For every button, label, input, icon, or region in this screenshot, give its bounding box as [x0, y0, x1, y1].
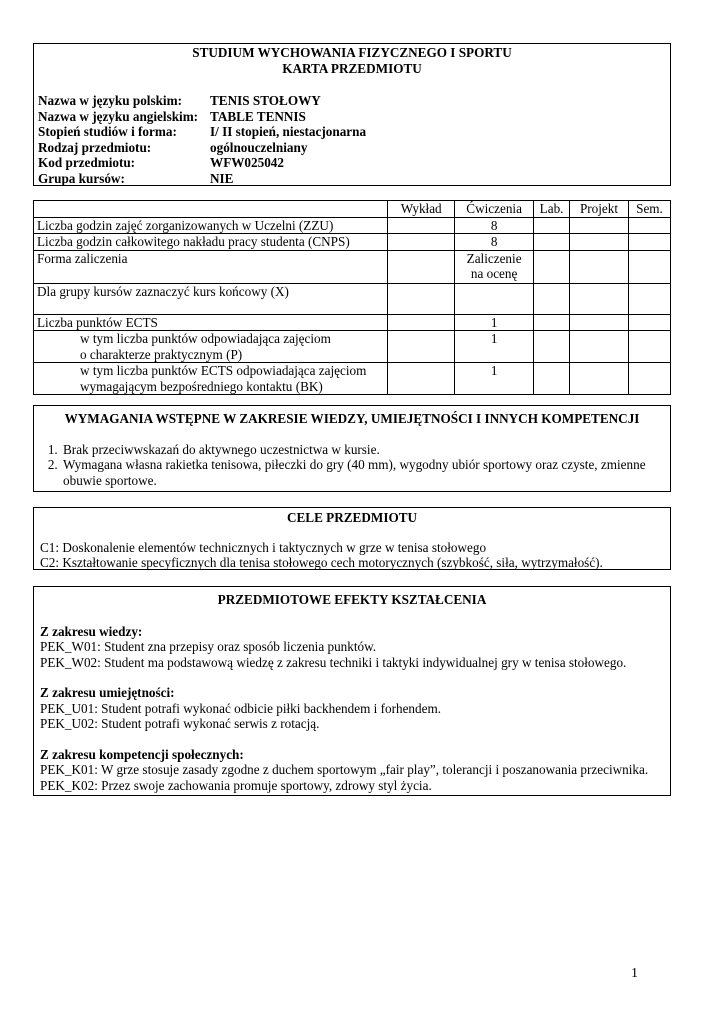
table-cell — [534, 363, 570, 395]
list-item: C1: Doskonalenie elementów technicznych i taktycznych w grze w tenisa stołowego — [40, 539, 487, 555]
table-cell — [455, 283, 534, 314]
cell-line: Zaliczenie — [466, 250, 522, 266]
table-cell — [534, 217, 570, 234]
row-label: Dla grupy kursów zaznaczyć kurs końcowy (X) — [34, 283, 388, 314]
field-row — [38, 171, 366, 187]
goals-title: CELE PRZEDMIOTU — [286, 510, 418, 525]
outcomes-title: PRZEDMIOTOWE EFEKTY KSZTAŁCENIA — [217, 592, 487, 607]
table-cell: 1 — [455, 314, 534, 331]
course-header-box — [33, 43, 671, 186]
table-cell — [628, 331, 670, 363]
list-item: 2. Wymagana własna rakietka tenisowa, piłeczki do gry (40 mm), wygodny ubiór sportowy oraz czyste, zmienne obuwie sportowe. — [61, 457, 670, 488]
list-item: 1. Brak przeciwwskazań do aktywnego uczestnictwa w kursie. — [61, 442, 670, 458]
row-label: Liczba godzin zajęć zorganizowanych w Uczelni (ZZU) — [34, 217, 388, 234]
goals-list — [34, 540, 670, 571]
table-cell — [534, 283, 570, 314]
table-cell — [570, 217, 629, 234]
outcomes-box — [33, 586, 671, 796]
outcomes-body — [34, 624, 670, 794]
field-value: I/ II stopień, niestacjonarna — [210, 124, 367, 139]
knowledge-heading: Z zakresu wiedzy: — [40, 623, 143, 639]
label-line: wymagającym bezpośredniego kontaktu (BK) — [80, 378, 323, 394]
table-cell — [628, 314, 670, 331]
table-cell — [534, 234, 570, 251]
list-item: PEK_U01: Student potrafi wykonać odbicie piłki backhendem i forhendem. — [40, 700, 442, 716]
field-value: TABLE TENNIS — [210, 108, 306, 124]
field-key: Kod przedmiotu: — [38, 155, 136, 170]
table-header-row — [34, 201, 671, 218]
table-cell — [628, 250, 670, 283]
social-heading: Z zakresu kompetencji społecznych: — [40, 746, 244, 762]
page-number: 1 — [631, 966, 638, 981]
field-value: NIE — [210, 170, 234, 186]
table-row — [34, 234, 671, 251]
table-cell — [628, 363, 670, 395]
skills-heading: Z zakresu umiejętności: — [40, 685, 175, 700]
goals-box — [33, 507, 671, 570]
table-row — [34, 217, 671, 234]
requirements-title: WYMAGANIA WSTĘPNE W ZAKRESIE WIEDZY, UMIEJĘTNOŚCI I INNYCH KOMPETENCJI — [64, 411, 640, 426]
field-value: WFW025042 — [210, 155, 284, 170]
row-label: Liczba godzin całkowitego nakładu pracy studenta (CNPS) — [34, 234, 388, 251]
row-label: Liczba punktów ECTS — [34, 314, 388, 331]
table-cell: 1 — [455, 363, 534, 395]
field-key: Grupa kursów: — [38, 170, 125, 186]
table-cell — [388, 234, 455, 251]
list-item: PEK_K01: W grze stosuje zasady zgodne z duchem sportowym „fair play”, tolerancji i poszanowania przeciwnika. — [40, 762, 649, 777]
table-cell: 1 — [455, 331, 534, 363]
table-cell — [534, 250, 570, 283]
column-header-cwiczenia: Ćwiczenia — [455, 201, 534, 218]
table-cell — [388, 363, 455, 395]
table-cell — [570, 250, 629, 283]
table-cell — [570, 283, 629, 314]
field-value: TENIS STOŁOWY — [210, 93, 321, 108]
field-row — [38, 124, 366, 140]
field-row — [38, 140, 366, 156]
list-item: C2: Kształtowanie specyficznych dla tenisa stołowego cech motorycznych (szybkość, siła, wytrzymałość). — [40, 555, 603, 570]
card-title: KARTA PRZEDMIOTU — [282, 60, 422, 76]
table-cell — [388, 283, 455, 314]
field-row — [38, 93, 366, 109]
field-key: Stopień studiów i forma: — [38, 124, 177, 139]
field-row — [38, 155, 366, 171]
requirements-list — [34, 442, 670, 489]
label-line: o charakterze praktycznym (P) — [80, 346, 243, 362]
field-key: Nazwa w języku angielskim: — [38, 108, 199, 124]
label-line: w tym liczba punktów ECTS odpowiadająca zajęciom — [80, 363, 367, 378]
table-row — [34, 331, 671, 363]
table-cell: 8 — [455, 234, 534, 251]
list-item: PEK_K02: Przez swoje zachowania promuje sportowy, zdrowy styl życia. — [40, 777, 432, 793]
field-key: Nazwa w języku polskim: — [38, 93, 182, 108]
list-item: PEK_U02: Student potrafi wykonać serwis z rotacją. — [40, 716, 320, 731]
row-label — [34, 331, 388, 363]
table-cell — [455, 250, 534, 283]
table-cell — [388, 331, 455, 363]
table-cell — [570, 234, 629, 251]
column-header-lab: Lab. — [534, 201, 570, 218]
field-key: Rodzaj przedmiotu: — [38, 139, 152, 155]
institution-title: STUDIUM WYCHOWANIA FIZYCZNEGO I SPORTU — [192, 45, 512, 60]
column-header-projekt: Projekt — [570, 201, 629, 218]
requirements-box — [33, 405, 671, 492]
table-row — [34, 314, 671, 331]
table-cell — [534, 314, 570, 331]
table-cell — [34, 201, 388, 218]
table-cell — [628, 283, 670, 314]
course-fields — [38, 93, 366, 186]
table-cell — [388, 314, 455, 331]
table-cell — [534, 331, 570, 363]
cell-line: na ocenę — [470, 266, 518, 281]
table-row — [34, 363, 671, 395]
list-item: PEK_W01: Student zna przepisy oraz sposób liczenia punktów. — [40, 639, 377, 654]
row-label: Forma zaliczenia — [34, 250, 388, 283]
label-line: w tym liczba punktów odpowiadająca zajęciom — [80, 331, 331, 346]
table-cell: 8 — [455, 217, 534, 234]
row-label — [34, 363, 388, 395]
table-row — [34, 250, 671, 283]
list-item: PEK_W02: Student ma podstawową wiedzę z zakresu techniki i taktyki indywidualnej gry w tenisa stołowego. — [40, 654, 627, 670]
hours-table — [33, 200, 671, 395]
field-value: ogólnouczelniany — [210, 139, 308, 155]
table-row — [34, 283, 671, 314]
table-cell — [628, 217, 670, 234]
field-row — [38, 109, 366, 125]
table-cell — [570, 363, 629, 395]
column-header-sem: Sem. — [628, 201, 670, 218]
table-cell — [628, 234, 670, 251]
column-header-wyklad: Wykład — [388, 201, 455, 218]
table-cell — [570, 331, 629, 363]
table-cell — [570, 314, 629, 331]
table-cell — [388, 250, 455, 283]
table-cell — [388, 217, 455, 234]
